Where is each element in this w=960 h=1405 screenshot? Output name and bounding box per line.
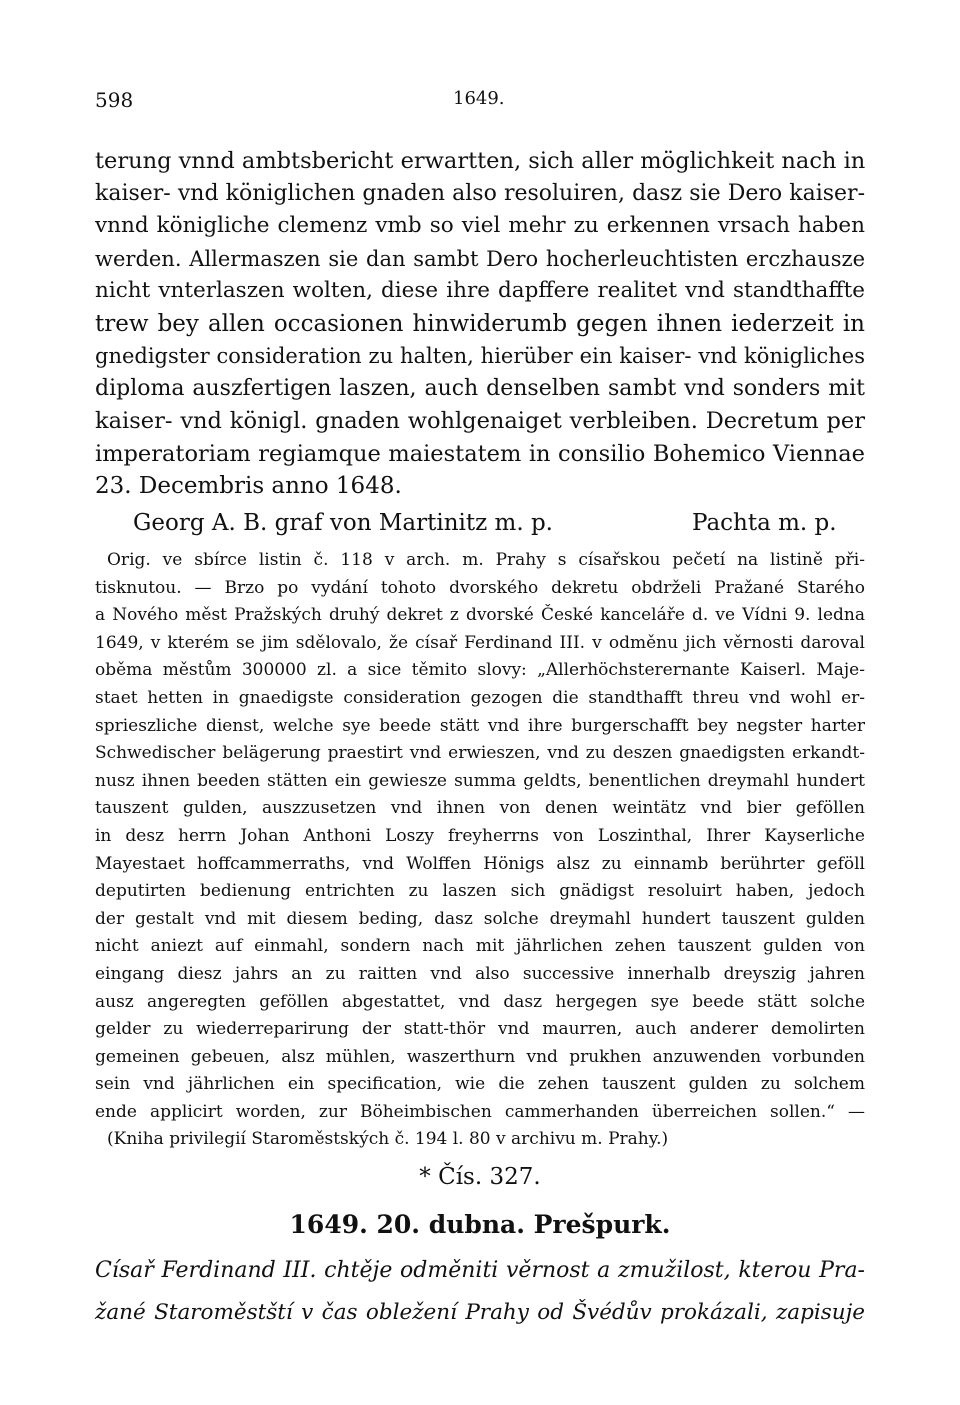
note-line: ausz angeregten geföllen abgestattet, vnd dasz hergegen sye beede stätt solche [95, 991, 865, 1012]
note-line: a Nového měst Pražských druhý dekret z dvorské České kanceláře d. ve Vídni 9. ledna [95, 605, 865, 626]
text-line: vnnd königliche clemenz vmb so viel mehr zu erkennen vrsach haben [95, 213, 865, 238]
editorial-note [95, 547, 865, 1154]
text-line: 23. Decembris anno 1648. [95, 473, 402, 499]
text-line: terung vnnd ambtsbericht erwartten, sich aller möglichkeit nach in [95, 148, 866, 174]
note-line: staet hetten in gnaedigste consideration gezogen die standthafft threu vnd wohl er- [95, 687, 865, 708]
text-line: kaiser- vnd königl. gnaden wohlgenaiget verbleiben. Decretum per [95, 408, 865, 434]
document-dateline: 1649. 20. dubna. Prešpurk. [289, 1210, 671, 1239]
text-line: nicht vnterlaszen wolten, diese ihre dapffere realitet vnd standthaffte [95, 278, 865, 303]
running-head-year: 1649. [453, 88, 505, 109]
note-line: nicht aniezt auf einmahl, sondern nach mit jährlichen zehen tauszent gulden von [95, 936, 865, 957]
page-number: 598 [95, 88, 134, 112]
note-line: oběma městům 300000 zl. a sice těmito slovy: „Allerhöchsterernante Kaiserl. Maje- [95, 660, 865, 681]
text-line: werden. Allermaszen sie dan sambt Dero hocherleuchtisten erczhausze [95, 246, 865, 271]
document-summary [95, 1250, 865, 1334]
text-line: trew bey allen occasionen hinwiderumb gegen ihnen iederzeit in [95, 310, 865, 337]
signature-pachta: Pachta m. p. [692, 510, 837, 536]
note-line: eingang diesz jahrs an zu raitten vnd also successive innerhalb dreyszig jahren [95, 963, 865, 984]
note-line: Mayestaet hoffcammerraths, vnd Wolffen Hönigs alsz zu einnamb berührter geföll [95, 853, 865, 874]
note-line: (Kniha privilegií Staroměstských č. 194 l. 80 v archivu m. Prahy.) [107, 1129, 669, 1150]
note-line: Schwedischer belägerung praestirt vnd erwieszen, vnd zu deszen gnaedigsten erkandt- [95, 743, 865, 764]
note-line: gelder zu wiederreparirung der statt-thör vnd maurren, auch anderer demolirten [95, 1019, 865, 1040]
summary-line: Císař Ferdinand III. chtěje odměniti věrnost a zmužilost, kterou Pra- [95, 1258, 865, 1283]
note-line: in desz herrn Johan Anthoni Loszy freyherrns von Loszinthal, Ihrer Kayserliche [95, 825, 865, 846]
note-line: 1649, v kterém se jim sdělovalo, že císař Ferdinand III. v odměnu jich věrnosti daroval [95, 632, 865, 653]
note-line: gemeinen gebeuen, alsz mühlen, waszerthurn vnd prukhen anzuwenden vorbunden [95, 1046, 865, 1067]
signature-martinitz: Georg A. B. graf von Martinitz m. p. [133, 510, 553, 536]
note-line: ende applicirt worden, zur Böheimbischen cammerhanden überreichen sollen.“ — [95, 1101, 865, 1122]
text-line: imperatoriam regiamque maiestatem in consilio Bohemico Viennae [95, 440, 865, 467]
text-line: gnedigster consideration zu halten, hierüber ein kaiser- vnd königliches [95, 344, 865, 368]
main-text [95, 145, 865, 503]
note-line: nusz ihnen beeden stätten ein gewiesze summa geldts, benentlichen dreymahl hundert [95, 770, 865, 791]
document-number: * Čís. 327. [419, 1164, 541, 1190]
note-line: Orig. ve sbírce listin č. 118 v arch. m. Prahy s císařskou pečetí na listině při- [107, 550, 865, 570]
text-line: kaiser- vnd königlichen gnaden also resoluiren, dasz sie Dero kaiser- [95, 180, 865, 206]
text-line: diploma auszfertigen laszen, auch denselben sambt vnd sonders mit [95, 375, 865, 401]
note-line: tisknutou. — Brzo po vydání tohoto dvorského dekretu obdrželi Pražané Starého [95, 577, 865, 598]
note-line: tauszent gulden, auszzusetzen vnd ihnen von denen weintätz vnd bier geföllen [95, 798, 865, 819]
summary-line: žané Staroměstští v čas obležení Prahy od Švédův prokázali, zapisuje [95, 1300, 865, 1325]
note-line: sprieszliche dienst, welche sye beede stätt vnd ihre burgerschafft bey negster harter [95, 715, 865, 736]
note-line: sein vnd jährlichen ein specification, wie die zehen tauszent gulden zu solchem [95, 1074, 865, 1095]
note-line: der gestalt vnd mit diesem beding, dasz solche dreymahl hundert tauszent gulden [95, 908, 865, 929]
note-line: deputirten bedienung entrichten zu laszen sich gnädigst resoluirt haben, jedoch [95, 881, 865, 902]
